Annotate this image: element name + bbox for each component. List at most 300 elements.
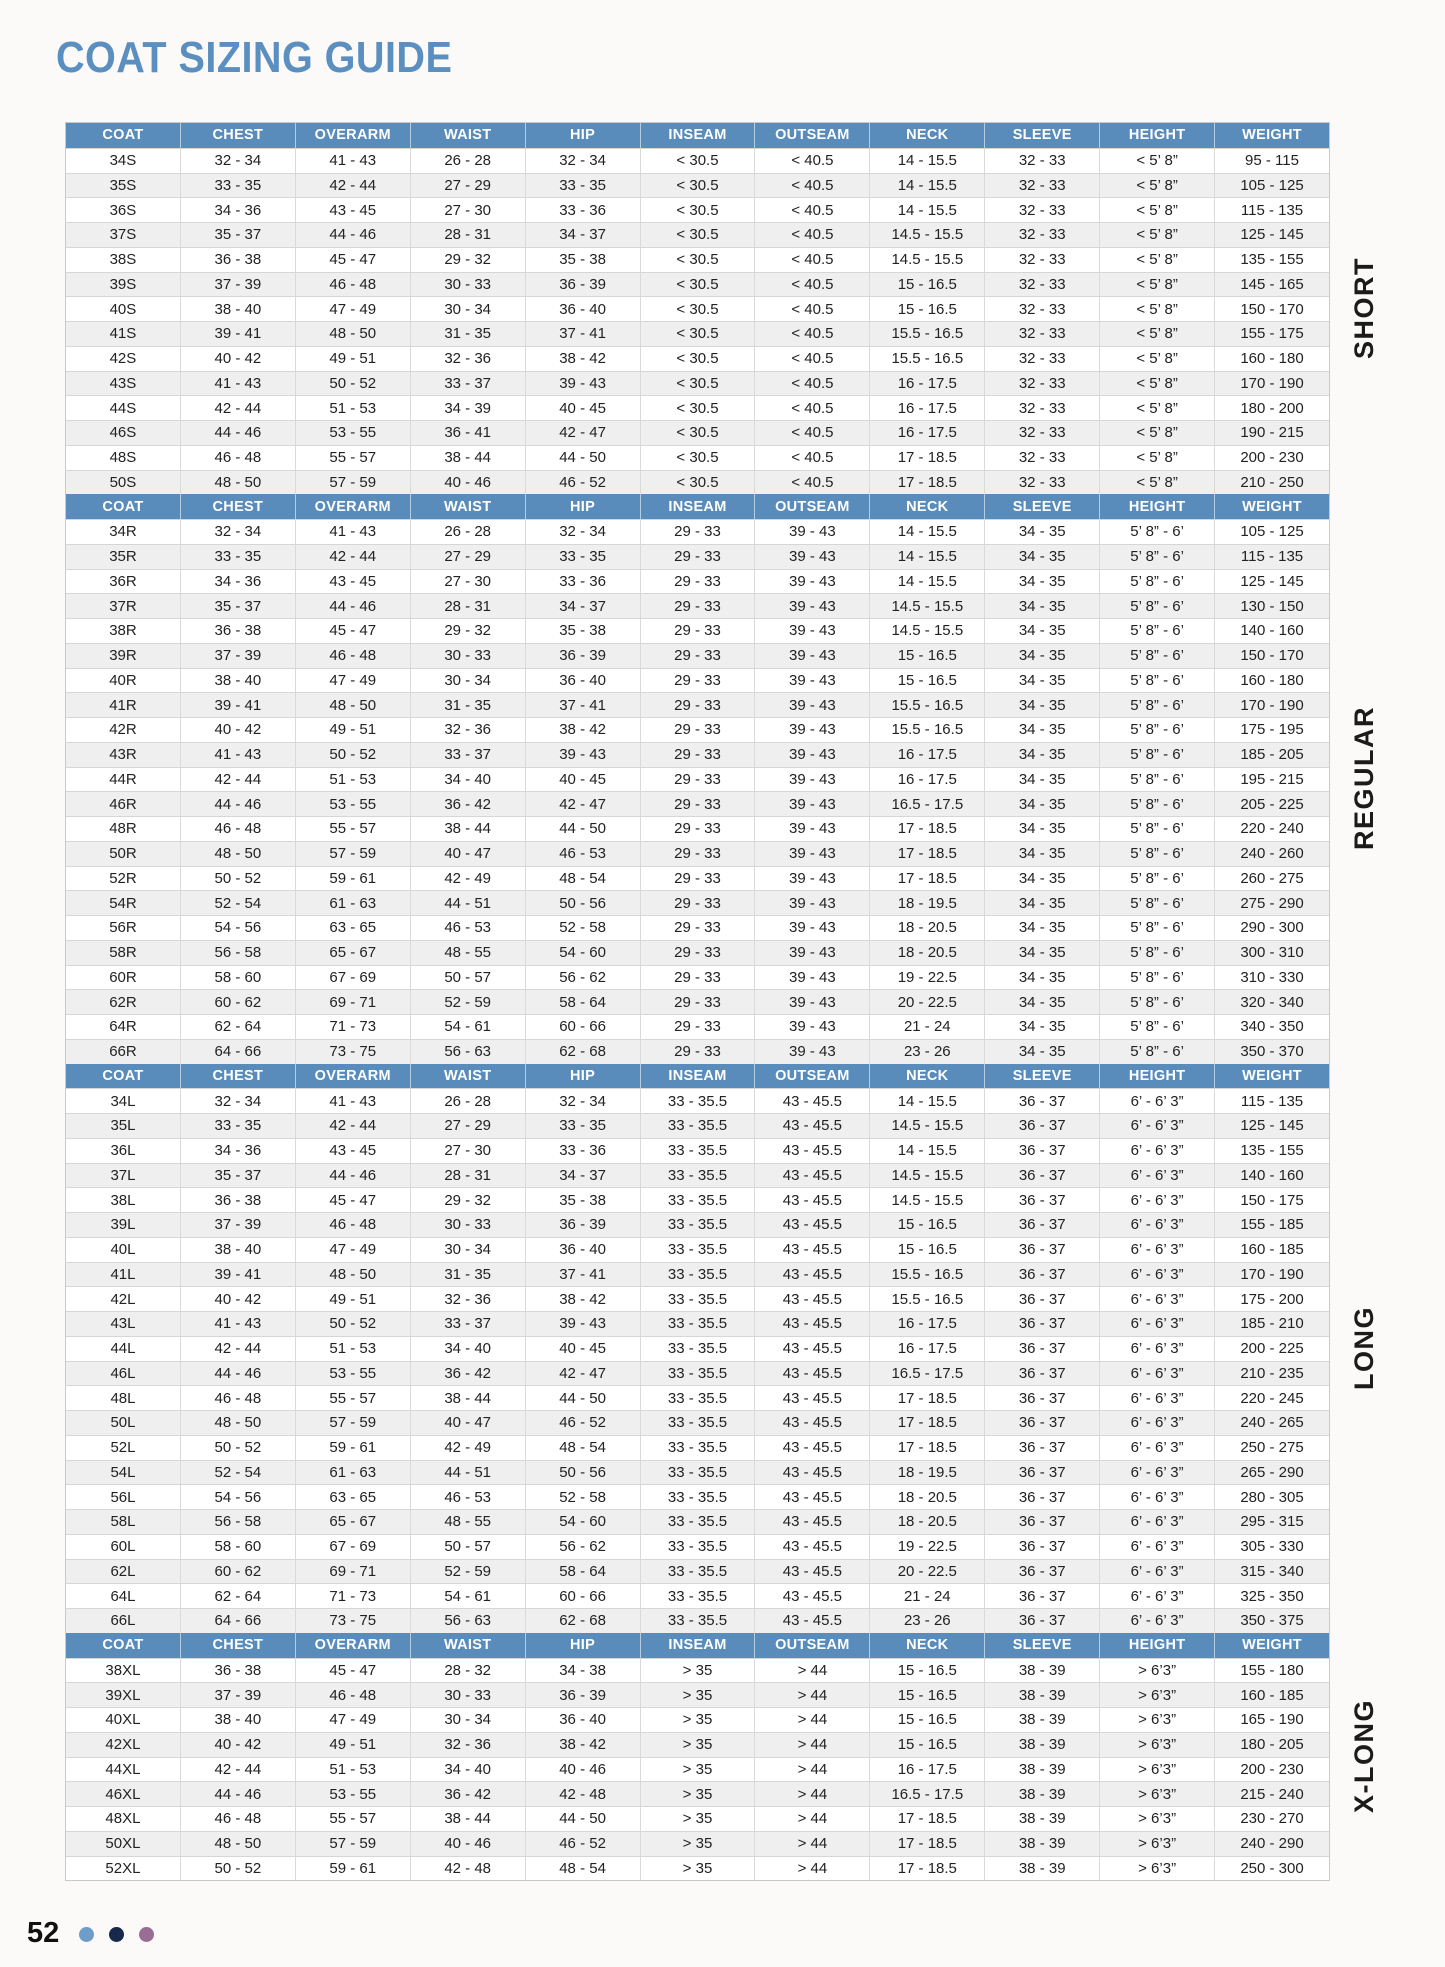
- table-row: [66, 593, 1329, 618]
- cell: 43 - 45.5: [754, 1263, 869, 1287]
- cell: 39 - 43: [525, 372, 640, 396]
- cell: 32 - 36: [410, 718, 525, 742]
- cell: 41 - 43: [180, 743, 295, 767]
- cell: 48 - 50: [180, 1411, 295, 1435]
- cell: 34 - 35: [984, 867, 1099, 891]
- cell: 17 - 18.5: [869, 1857, 984, 1881]
- cell: 43 - 45: [295, 1139, 410, 1163]
- cell: 39 - 43: [754, 842, 869, 866]
- cell: < 5’ 8”: [1099, 372, 1214, 396]
- cell: 16.5 - 17.5: [869, 792, 984, 816]
- cell: < 5’ 8”: [1099, 248, 1214, 272]
- cell: 30 - 34: [410, 297, 525, 321]
- cell: 42 - 48: [525, 1782, 640, 1806]
- cell: 32 - 33: [984, 446, 1099, 470]
- cell: > 44: [754, 1733, 869, 1757]
- cell: 71 - 73: [295, 1584, 410, 1608]
- cell: 33 - 35.5: [640, 1609, 755, 1633]
- cell: 36 - 37: [984, 1584, 1099, 1608]
- cell: 205 - 225: [1214, 792, 1329, 816]
- cell: 28 - 31: [410, 1164, 525, 1188]
- cell: 33 - 35.5: [640, 1411, 755, 1435]
- column-header-cell: WAIST: [410, 1064, 525, 1089]
- column-header-cell: HIP: [525, 123, 640, 148]
- cell: 36 - 37: [984, 1164, 1099, 1188]
- table-row: [66, 890, 1329, 915]
- cell: 57 - 59: [295, 471, 410, 495]
- cell: 32 - 33: [984, 273, 1099, 297]
- cell: 29 - 33: [640, 792, 755, 816]
- table-row: [66, 1138, 1329, 1163]
- cell: 36 - 40: [525, 1238, 640, 1262]
- cell: 36 - 37: [984, 1411, 1099, 1435]
- cell: > 44: [754, 1857, 869, 1881]
- cell: 32 - 34: [180, 149, 295, 173]
- column-header-cell: INSEAM: [640, 494, 755, 519]
- cell: 250 - 275: [1214, 1436, 1329, 1460]
- cell: 50XL: [105, 1835, 141, 1853]
- cell: 32 - 34: [525, 520, 640, 544]
- cell: 16.5 - 17.5: [869, 1782, 984, 1806]
- cell: 36 - 37: [984, 1386, 1099, 1410]
- cell: 125 - 145: [1214, 223, 1329, 247]
- cell: 54 - 56: [180, 1485, 295, 1509]
- table-row: [66, 1732, 1329, 1757]
- column-header-cell: OVERARM: [295, 494, 410, 519]
- cell: 35R: [109, 548, 137, 566]
- cell: 50 - 52: [180, 867, 295, 891]
- table-row: [66, 1014, 1329, 1039]
- cell: 29 - 33: [640, 966, 755, 990]
- cell: 33 - 35: [180, 174, 295, 198]
- column-header-cell: WEIGHT: [1214, 1064, 1329, 1089]
- cell: < 40.5: [754, 396, 869, 420]
- column-header-row: [66, 494, 1329, 519]
- cell: 39 - 43: [754, 570, 869, 594]
- cell: 6’ - 6’ 3”: [1099, 1609, 1214, 1633]
- cell: 49 - 51: [295, 347, 410, 371]
- cell: 35 - 37: [180, 1164, 295, 1188]
- cell: 17 - 18.5: [869, 1436, 984, 1460]
- cell: 240 - 260: [1214, 842, 1329, 866]
- cell: 17 - 18.5: [869, 817, 984, 841]
- cell: 21 - 24: [869, 1015, 984, 1039]
- cell: 35 - 38: [525, 248, 640, 272]
- cell: 17 - 18.5: [869, 1807, 984, 1831]
- cell: 27 - 29: [410, 1114, 525, 1138]
- cell: 52 - 58: [525, 916, 640, 940]
- cell: 36 - 37: [984, 1337, 1099, 1361]
- column-header-cell: HIP: [525, 1064, 640, 1089]
- cell: > 44: [754, 1708, 869, 1732]
- cell: 140 - 160: [1214, 619, 1329, 643]
- cell: 36 - 37: [984, 1263, 1099, 1287]
- cell: 56 - 63: [410, 1609, 525, 1633]
- column-header-cell: COAT: [102, 1067, 144, 1084]
- cell: 170 - 190: [1214, 1263, 1329, 1287]
- cell: 115 - 135: [1214, 1089, 1329, 1113]
- cell: 44 - 46: [180, 1362, 295, 1386]
- cell: 48 - 50: [295, 693, 410, 717]
- cell: 36 - 37: [984, 1461, 1099, 1485]
- cell: 20 - 22.5: [869, 990, 984, 1014]
- cell: 35 - 38: [525, 619, 640, 643]
- cell: 57 - 59: [295, 1411, 410, 1435]
- cell: 33 - 35.5: [640, 1535, 755, 1559]
- cell: 35L: [110, 1117, 136, 1135]
- cell: 15 - 16.5: [869, 644, 984, 668]
- cell: 53 - 55: [295, 1362, 410, 1386]
- cell: 65 - 67: [295, 1510, 410, 1534]
- cell: < 40.5: [754, 347, 869, 371]
- table-row: [66, 1559, 1329, 1584]
- cell: 46 - 48: [180, 817, 295, 841]
- cell: 37 - 41: [525, 322, 640, 346]
- cell: 40 - 46: [525, 1758, 640, 1782]
- table-row: [66, 371, 1329, 396]
- cell: 145 - 165: [1214, 273, 1329, 297]
- cell: 210 - 235: [1214, 1362, 1329, 1386]
- cell: 43 - 45.5: [754, 1510, 869, 1534]
- cell: 16 - 17.5: [869, 768, 984, 792]
- cell: 150 - 175: [1214, 1188, 1329, 1212]
- cell: 33 - 35.5: [640, 1510, 755, 1534]
- cell: 60R: [109, 968, 137, 986]
- cell: 67 - 69: [295, 966, 410, 990]
- cell: 200 - 225: [1214, 1337, 1329, 1361]
- cell: 29 - 33: [640, 842, 755, 866]
- cell: 160 - 185: [1214, 1238, 1329, 1262]
- cell: < 40.5: [754, 149, 869, 173]
- section-side-label: LONG: [1349, 1305, 1379, 1390]
- cell: 15.5 - 16.5: [869, 1287, 984, 1311]
- cell: 44 - 50: [525, 1386, 640, 1410]
- column-header-cell: NECK: [869, 1633, 984, 1658]
- cell: 38 - 42: [525, 718, 640, 742]
- cell: 34 - 35: [984, 966, 1099, 990]
- cell: 34 - 37: [525, 223, 640, 247]
- cell: 29 - 33: [640, 743, 755, 767]
- cell: 42 - 49: [410, 1436, 525, 1460]
- footer-dot: [109, 1927, 124, 1942]
- cell: 34 - 35: [984, 1040, 1099, 1064]
- cell: 29 - 33: [640, 941, 755, 965]
- cell: 50 - 56: [525, 1461, 640, 1485]
- cell: > 44: [754, 1683, 869, 1707]
- cell: 5’ 8” - 6’: [1099, 867, 1214, 891]
- cell: 44 - 46: [295, 223, 410, 247]
- cell: 34 - 38: [525, 1659, 640, 1683]
- cell: 39 - 43: [754, 743, 869, 767]
- cell: 46L: [110, 1364, 136, 1382]
- cell: 39 - 43: [754, 916, 869, 940]
- cell: > 6’3”: [1099, 1683, 1214, 1707]
- cell: 46 - 48: [295, 1213, 410, 1237]
- cell: 50 - 56: [525, 891, 640, 915]
- cell: 48 - 55: [410, 1510, 525, 1534]
- cell: > 35: [640, 1857, 755, 1881]
- cell: 51 - 53: [295, 396, 410, 420]
- cell: 36 - 37: [984, 1510, 1099, 1534]
- cell: 29 - 33: [640, 768, 755, 792]
- cell: 5’ 8” - 6’: [1099, 693, 1214, 717]
- cell: 56R: [109, 919, 137, 937]
- cell: 29 - 33: [640, 669, 755, 693]
- cell: 36 - 39: [525, 644, 640, 668]
- cell: 38 - 40: [180, 669, 295, 693]
- cell: 180 - 205: [1214, 1733, 1329, 1757]
- column-header-cell: HEIGHT: [1099, 123, 1214, 148]
- cell: 6’ - 6’ 3”: [1099, 1560, 1214, 1584]
- page-title: COAT SIZING GUIDE: [56, 33, 453, 82]
- cell: 6’ - 6’ 3”: [1099, 1485, 1214, 1509]
- cell: 29 - 33: [640, 520, 755, 544]
- column-header-cell: OVERARM: [295, 123, 410, 148]
- cell: 43 - 45.5: [754, 1411, 869, 1435]
- cell: 6’ - 6’ 3”: [1099, 1312, 1214, 1336]
- cell: 46XL: [105, 1785, 141, 1803]
- cell: 36 - 38: [180, 1659, 295, 1683]
- cell: 42 - 44: [295, 174, 410, 198]
- cell: 36 - 41: [410, 421, 525, 445]
- table-row: [66, 197, 1329, 222]
- cell: 53 - 55: [295, 421, 410, 445]
- column-header-row: [66, 123, 1329, 148]
- cell: 56 - 58: [180, 941, 295, 965]
- cell: 43 - 45.5: [754, 1609, 869, 1633]
- cell: 38S: [109, 251, 137, 269]
- cell: 160 - 185: [1214, 1683, 1329, 1707]
- cell: 61 - 63: [295, 1461, 410, 1485]
- cell: 43R: [109, 746, 137, 764]
- cell: 59 - 61: [295, 1857, 410, 1881]
- cell: 54 - 56: [180, 916, 295, 940]
- cell: 39 - 43: [525, 743, 640, 767]
- cell: 15 - 16.5: [869, 297, 984, 321]
- cell: 14 - 15.5: [869, 520, 984, 544]
- cell: 39 - 43: [754, 867, 869, 891]
- cell: 54L: [110, 1463, 136, 1481]
- cell: 48 - 50: [295, 322, 410, 346]
- cell: 37 - 39: [180, 1683, 295, 1707]
- cell: 29 - 33: [640, 990, 755, 1014]
- cell: 57 - 59: [295, 842, 410, 866]
- cell: 38 - 40: [180, 1708, 295, 1732]
- cell: 44L: [110, 1340, 136, 1358]
- table-row: [66, 1361, 1329, 1386]
- cell: 58 - 60: [180, 1535, 295, 1559]
- cell: 30 - 33: [410, 273, 525, 297]
- table-row: [66, 816, 1329, 841]
- cell: 29 - 33: [640, 693, 755, 717]
- cell: 175 - 200: [1214, 1287, 1329, 1311]
- cell: 54 - 61: [410, 1015, 525, 1039]
- cell: 33 - 35.5: [640, 1337, 755, 1361]
- table-row: [66, 1435, 1329, 1460]
- cell: 14.5 - 15.5: [869, 1164, 984, 1188]
- cell: 33 - 35.5: [640, 1560, 755, 1584]
- cell: 5’ 8” - 6’: [1099, 941, 1214, 965]
- cell: 32 - 33: [984, 149, 1099, 173]
- cell: 36 - 39: [525, 1213, 640, 1237]
- table-row: [66, 1286, 1329, 1311]
- table-row: [66, 1113, 1329, 1138]
- cell: 54R: [109, 894, 137, 912]
- cell: 36 - 37: [984, 1287, 1099, 1311]
- cell: 60 - 62: [180, 990, 295, 1014]
- cell: 64 - 66: [180, 1609, 295, 1633]
- cell: 140 - 160: [1214, 1164, 1329, 1188]
- cell: 42 - 47: [525, 792, 640, 816]
- cell: 43 - 45.5: [754, 1089, 869, 1113]
- cell: < 30.5: [640, 273, 755, 297]
- cell: 32 - 33: [984, 372, 1099, 396]
- cell: 54 - 61: [410, 1584, 525, 1608]
- cell: 44S: [109, 399, 137, 417]
- cell: 58 - 64: [525, 1560, 640, 1584]
- cell: 32 - 33: [984, 223, 1099, 247]
- column-header-cell: CHEST: [180, 123, 295, 148]
- cell: 5’ 8” - 6’: [1099, 570, 1214, 594]
- cell: 6’ - 6’ 3”: [1099, 1139, 1214, 1163]
- cell: 38 - 39: [984, 1807, 1099, 1831]
- cell: 220 - 240: [1214, 817, 1329, 841]
- cell: 39 - 43: [525, 1312, 640, 1336]
- cell: 48XL: [105, 1810, 141, 1828]
- table-row: [66, 173, 1329, 198]
- cell: 45 - 47: [295, 248, 410, 272]
- cell: 36S: [109, 201, 137, 219]
- cell: 32 - 36: [410, 1287, 525, 1311]
- cell: 155 - 180: [1214, 1659, 1329, 1683]
- cell: 43 - 45.5: [754, 1164, 869, 1188]
- cell: 34 - 40: [410, 768, 525, 792]
- coat-sizing-table: [65, 122, 1330, 1881]
- cell: 38 - 39: [984, 1832, 1099, 1856]
- cell: 47 - 49: [295, 1238, 410, 1262]
- cell: 53 - 55: [295, 1782, 410, 1806]
- cell: 34 - 39: [410, 396, 525, 420]
- cell: 14 - 15.5: [869, 174, 984, 198]
- table-row: [66, 1707, 1329, 1732]
- cell: 33 - 35.5: [640, 1213, 755, 1237]
- cell: 17 - 18.5: [869, 1411, 984, 1435]
- cell: 6’ - 6’ 3”: [1099, 1411, 1214, 1435]
- cell: 33 - 35.5: [640, 1164, 755, 1188]
- cell: 46 - 48: [295, 1683, 410, 1707]
- cell: 33 - 35.5: [640, 1362, 755, 1386]
- cell: 39XL: [105, 1686, 141, 1704]
- cell: 155 - 175: [1214, 322, 1329, 346]
- cell: 40L: [110, 1241, 136, 1259]
- cell: 58R: [109, 944, 137, 962]
- cell: > 35: [640, 1683, 755, 1707]
- table-row: [66, 791, 1329, 816]
- cell: 185 - 205: [1214, 743, 1329, 767]
- cell: 325 - 350: [1214, 1584, 1329, 1608]
- cell: 46R: [109, 795, 137, 813]
- cell: 33 - 35.5: [640, 1485, 755, 1509]
- cell: 33 - 35.5: [640, 1263, 755, 1287]
- cell: 44 - 46: [180, 421, 295, 445]
- cell: 290 - 300: [1214, 916, 1329, 940]
- cell: 6’ - 6’ 3”: [1099, 1287, 1214, 1311]
- table-row: [66, 1163, 1329, 1188]
- cell: 190 - 215: [1214, 421, 1329, 445]
- cell: 43 - 45.5: [754, 1584, 869, 1608]
- table-row: [66, 272, 1329, 297]
- cell: < 30.5: [640, 223, 755, 247]
- cell: 180 - 200: [1214, 396, 1329, 420]
- cell: 240 - 290: [1214, 1832, 1329, 1856]
- table-row: [66, 989, 1329, 1014]
- cell: 170 - 190: [1214, 693, 1329, 717]
- cell: 39 - 43: [754, 594, 869, 618]
- cell: 34 - 35: [984, 570, 1099, 594]
- cell: 320 - 340: [1214, 990, 1329, 1014]
- cell: 5’ 8” - 6’: [1099, 990, 1214, 1014]
- cell: 42 - 47: [525, 421, 640, 445]
- cell: > 6’3”: [1099, 1782, 1214, 1806]
- cell: 18 - 19.5: [869, 1461, 984, 1485]
- cell: 40 - 45: [525, 1337, 640, 1361]
- cell: 34 - 35: [984, 644, 1099, 668]
- table-row: [66, 395, 1329, 420]
- cell: 5’ 8” - 6’: [1099, 916, 1214, 940]
- cell: 34 - 35: [984, 718, 1099, 742]
- cell: 6’ - 6’ 3”: [1099, 1436, 1214, 1460]
- cell: 62 - 68: [525, 1040, 640, 1064]
- cell: 43 - 45.5: [754, 1337, 869, 1361]
- cell: 28 - 32: [410, 1659, 525, 1683]
- cell: 45 - 47: [295, 619, 410, 643]
- cell: 17 - 18.5: [869, 1832, 984, 1856]
- cell: 53 - 55: [295, 792, 410, 816]
- cell: 43 - 45: [295, 198, 410, 222]
- cell: > 35: [640, 1659, 755, 1683]
- cell: > 35: [640, 1832, 755, 1856]
- cell: 34 - 35: [984, 941, 1099, 965]
- cell: 66L: [110, 1612, 136, 1630]
- cell: 41 - 43: [295, 1089, 410, 1113]
- table-row: [66, 717, 1329, 742]
- cell: 39L: [110, 1216, 136, 1234]
- cell: 15.5 - 16.5: [869, 693, 984, 717]
- cell: 40 - 42: [180, 718, 295, 742]
- cell: 42 - 47: [525, 1362, 640, 1386]
- column-header-cell: HEIGHT: [1099, 1064, 1214, 1089]
- cell: 6’ - 6’ 3”: [1099, 1337, 1214, 1361]
- column-header-cell: HEIGHT: [1099, 494, 1214, 519]
- table-row: [66, 1484, 1329, 1509]
- cell: 95 - 115: [1214, 149, 1329, 173]
- cell: 29 - 33: [640, 817, 755, 841]
- cell: 37 - 39: [180, 1213, 295, 1237]
- cell: 32 - 33: [984, 198, 1099, 222]
- cell: 41L: [110, 1265, 136, 1283]
- column-header-cell: OUTSEAM: [754, 123, 869, 148]
- cell: 56L: [110, 1488, 136, 1506]
- cell: 39 - 43: [754, 669, 869, 693]
- cell: 14 - 15.5: [869, 1089, 984, 1113]
- cell: 52 - 59: [410, 990, 525, 1014]
- cell: 5’ 8” - 6’: [1099, 520, 1214, 544]
- cell: 50L: [110, 1414, 136, 1432]
- cell: 63 - 65: [295, 1485, 410, 1509]
- cell: 46 - 53: [410, 916, 525, 940]
- cell: 32 - 33: [984, 174, 1099, 198]
- cell: 48 - 50: [295, 1263, 410, 1287]
